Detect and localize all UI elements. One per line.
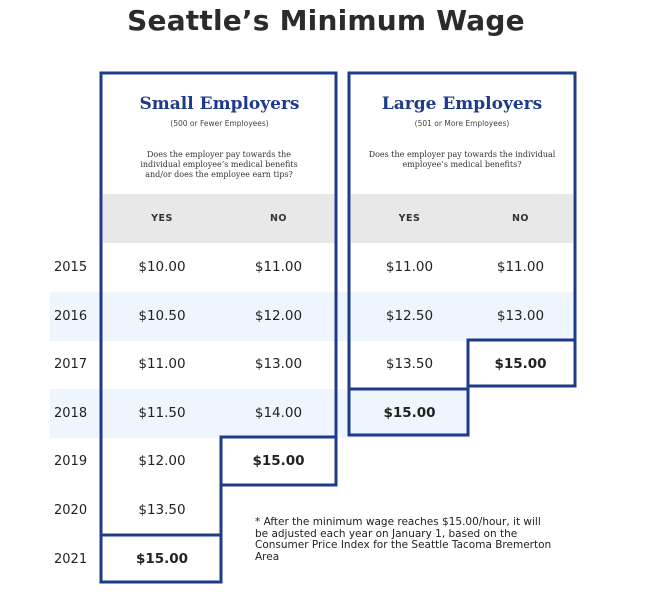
small-yes-cell-final: $15.00 [135,551,189,567]
small-yes-cell: $11.50 [138,405,186,421]
small-employers-title: Small Employers [139,94,300,114]
small-no-cell: $13.00 [254,356,303,372]
year-label: 2021 [54,552,88,567]
small-no-cell: $12.00 [254,308,303,324]
large-no-cell-final: $15.00 [494,356,547,372]
small-yes-cell: $12.00 [138,453,186,469]
large-employers-outline [349,73,575,389]
large-employers-question: Does the employer pay towards the individual employee’s medical benefits? [368,150,556,169]
year-label: 2019 [54,454,88,469]
small-employers-subtitle: (500 or Fewer Employees) [170,119,269,128]
small-yes-cell: $13.50 [138,502,186,518]
small-no-cell: $14.00 [254,405,303,421]
year-label: 2015 [54,260,88,275]
large-yes-cell: $11.00 [385,259,434,275]
small-no-final-box [221,437,336,485]
large-no-cell: $11.00 [496,259,545,275]
large-no-cell: $13.00 [496,308,545,324]
year-label: 2020 [54,503,88,518]
large-yes-final-box [349,389,468,435]
small-no-cell: $11.00 [254,259,303,275]
small-yes-final-box [101,535,221,582]
large-employers-subtitle: (501 or More Employees) [414,119,510,128]
small-yes-cell: $10.00 [138,259,186,275]
large-yes-header: YES [398,213,421,224]
small-yes-cell: $11.00 [138,356,186,372]
footnote: * After the minimum wage reaches $15.00/hour, it will be adjusted each year on January 1, based on the Consumer Price Index for the Seattle Tacoma Bremerton Area [255,516,552,563]
year-label: 2016 [54,309,88,324]
small-no-header: NO [269,213,288,224]
large-yes-cell-final: $15.00 [383,405,436,421]
large-no-final-box [468,340,575,386]
small-yes-header: YES [151,213,173,224]
chart-title: Seattle’s Minimum Wage [127,4,525,37]
year-label: 2017 [54,357,88,372]
large-no-header: NO [511,213,530,224]
year-label: 2018 [54,406,88,421]
large-yes-cell: $12.50 [385,308,434,324]
small-yes-cell: $10.50 [138,308,186,324]
small-employers-question: Does the employer pay towards the individual employee’s medical benefits and/or does the employee earn tips? [140,150,298,179]
large-yes-cell: $13.50 [385,356,434,372]
large-employers-title: Large Employers [381,94,543,114]
small-no-cell-final: $15.00 [252,453,305,469]
small-employers-outline [101,73,336,582]
